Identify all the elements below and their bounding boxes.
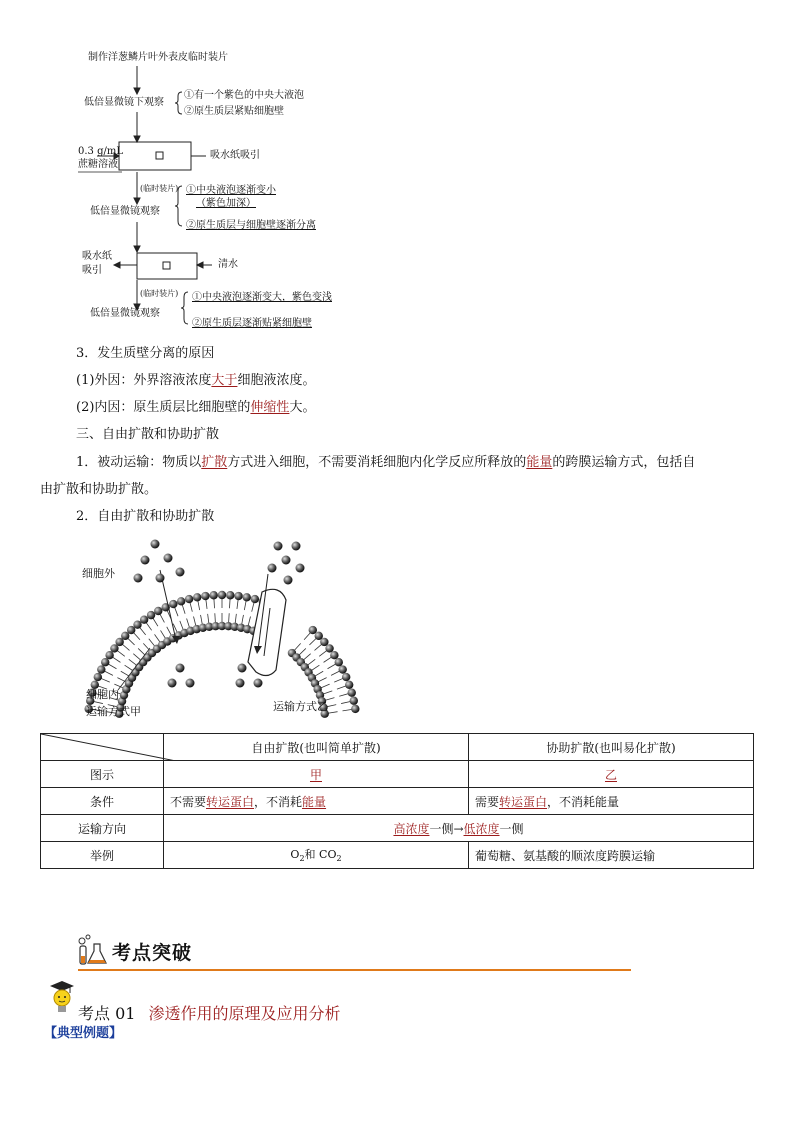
passive-transport-line1 bbox=[76, 453, 695, 473]
lipid-head bbox=[251, 595, 259, 603]
section-rule bbox=[78, 969, 631, 971]
membrane-mode-b-label: 运输方式乙 bbox=[273, 700, 328, 713]
cause-external bbox=[76, 371, 315, 391]
direction-high: 高浓度 bbox=[393, 821, 430, 836]
lipid-head bbox=[140, 616, 148, 624]
key-point-number: 考点 01 bbox=[78, 1004, 136, 1023]
passive-transport-line2: 由扩散和协助扩散。 bbox=[40, 482, 158, 497]
direction-cell bbox=[164, 815, 754, 842]
direction-suffix: 一侧 bbox=[499, 821, 524, 836]
molecule bbox=[156, 574, 165, 583]
flow-temp-mount-1: (临时装片) bbox=[140, 184, 179, 193]
flow-obs2-a2: （紫色加深） bbox=[196, 198, 256, 209]
scholar-bulb-icon bbox=[46, 980, 76, 1016]
molecule bbox=[284, 576, 293, 585]
lipid-head bbox=[154, 607, 162, 615]
molecule bbox=[176, 568, 185, 577]
table-row-label-condition: 条件 bbox=[41, 788, 164, 815]
co2-sub: 2 bbox=[336, 854, 342, 864]
flow-absorb-2-line2: 吸引 bbox=[82, 265, 102, 276]
flow-step-make-slide: 制作洋葱鳞片叶外表皮临时装片 bbox=[88, 52, 228, 63]
flow-obs3-a: ①中央液泡逐渐变大，紫色变浅 bbox=[192, 292, 332, 303]
flow-step-observe-1: 低倍显微镜下观察 bbox=[84, 97, 164, 108]
membrane-mode-a-label: 运输方式甲 bbox=[86, 705, 141, 718]
molecule bbox=[282, 556, 291, 565]
cond-a-prefix: 不需要 bbox=[170, 794, 207, 809]
cond-b-key-protein: 转运蛋白 bbox=[499, 794, 548, 809]
cond-a-key-energy: 能量 bbox=[302, 794, 327, 809]
lipid-head bbox=[226, 591, 234, 599]
lipid-head bbox=[325, 644, 333, 652]
lipid-head bbox=[101, 658, 109, 666]
table-col-facilitated-diffusion: 协助扩散(也叫易化扩散) bbox=[469, 734, 754, 761]
table-row bbox=[41, 815, 754, 842]
cond-a-mid: ，不消耗 bbox=[254, 794, 303, 809]
flow-absorb-1: 吸水纸吸引 bbox=[210, 150, 260, 161]
lipid-head bbox=[350, 697, 358, 705]
flow-absorb-2-line1: 吸水纸 bbox=[82, 251, 112, 262]
table-row bbox=[41, 842, 754, 869]
molecule bbox=[274, 542, 283, 551]
flow-obs1-b: ②原生质层紧贴细胞壁 bbox=[184, 106, 284, 117]
cond-b-prefix: 需要 bbox=[475, 794, 500, 809]
o2-sub: 2 bbox=[299, 854, 305, 864]
typical-example-tag: 【典型例题】 bbox=[44, 1026, 123, 1041]
table-col-simple-diffusion: 自由扩散(也叫简单扩散) bbox=[164, 734, 469, 761]
flow-lines bbox=[0, 0, 794, 340]
table-row bbox=[41, 761, 754, 788]
flow-obs2-a: ①中央液泡逐渐变小 bbox=[186, 185, 276, 196]
membrane-inside-label: 细胞内 bbox=[86, 688, 119, 701]
molecule bbox=[238, 664, 247, 673]
molecule bbox=[141, 556, 150, 565]
lipid-head bbox=[210, 591, 218, 599]
section3-sub2: 2．自由扩散和协助扩散 bbox=[76, 509, 215, 524]
table-row-label-direction: 运输方向 bbox=[41, 815, 164, 842]
lipid-head bbox=[147, 611, 155, 619]
lipid-head bbox=[177, 597, 185, 605]
lipid-head bbox=[169, 600, 177, 608]
cond-b-suffix: ，不消耗能量 bbox=[547, 794, 620, 809]
condition-a bbox=[164, 788, 469, 815]
molecule bbox=[292, 542, 301, 551]
lipid-head bbox=[234, 592, 242, 600]
molecule bbox=[268, 564, 277, 573]
molecule bbox=[186, 679, 195, 688]
table-row bbox=[41, 788, 754, 815]
lipid-head bbox=[339, 665, 347, 673]
cause-external-key: 大于 bbox=[211, 373, 238, 388]
cause-internal-key: 伸缩性 bbox=[250, 400, 290, 415]
corner-diagonal bbox=[41, 734, 176, 761]
lipid-head bbox=[185, 595, 193, 603]
lipid-head bbox=[348, 688, 356, 696]
molecule bbox=[254, 679, 263, 688]
condition-b bbox=[469, 788, 754, 815]
figure-b: 乙 bbox=[604, 767, 617, 782]
cause-external-prefix: (1)外因：外界溶液浓度 bbox=[76, 373, 212, 388]
table-corner-cell bbox=[41, 734, 164, 761]
lipid-head bbox=[94, 673, 102, 681]
lipid-head bbox=[345, 681, 353, 689]
p1-key-energy: 能量 bbox=[526, 455, 553, 470]
key-point-title: 渗透作用的原理及应用分析 bbox=[148, 1004, 341, 1023]
flow-water: 清水 bbox=[218, 259, 238, 270]
lipid-head bbox=[193, 593, 201, 601]
example-b: 葡萄糖、氨基酸的顺浓度跨膜运输 bbox=[469, 842, 754, 869]
table-row-label-example: 举例 bbox=[41, 842, 164, 869]
cond-a-key-protein: 转运蛋白 bbox=[206, 794, 255, 809]
table-row-label-figure: 图示 bbox=[41, 761, 164, 788]
comparison-table bbox=[40, 733, 754, 869]
cause-internal bbox=[76, 398, 315, 418]
direction-low: 低浓度 bbox=[463, 821, 500, 836]
lipid-head bbox=[97, 665, 105, 673]
flow-step-observe-2: 低倍显微镜观察 bbox=[90, 206, 160, 217]
cause-internal-suffix: 大。 bbox=[289, 400, 316, 415]
lipid-head bbox=[201, 592, 209, 600]
molecule bbox=[296, 564, 305, 573]
lipid-head bbox=[105, 651, 113, 659]
lab-flask-icon bbox=[74, 932, 110, 968]
flow-step-observe-3: 低倍显微镜观察 bbox=[90, 308, 160, 319]
causes-heading: 3．发生质壁分离的原因 bbox=[76, 346, 215, 361]
example-a bbox=[164, 842, 469, 869]
molecule bbox=[168, 679, 177, 688]
p1-prefix: 1．被动运输：物质以 bbox=[76, 455, 202, 470]
flow-obs2-b: ②原生质层与细胞壁逐渐分离 bbox=[186, 220, 316, 231]
flow-sucrose-label: 蔗糖溶液 bbox=[78, 159, 118, 170]
lipid-head bbox=[351, 705, 359, 713]
flow-obs1-a: ①有一个紫色的中央大液泡 bbox=[184, 90, 304, 101]
p1-key-diffusion: 扩散 bbox=[201, 455, 228, 470]
section3-title: 三、自由扩散和协助扩散 bbox=[76, 427, 220, 442]
lipid-head bbox=[330, 651, 338, 659]
lipid-head bbox=[218, 591, 226, 599]
lipid-head bbox=[243, 593, 251, 601]
direction-mid: 一侧→ bbox=[429, 821, 464, 836]
lipid-head bbox=[335, 658, 343, 666]
section-title-breakthrough: 考点突破 bbox=[112, 942, 193, 964]
molecule bbox=[134, 574, 143, 583]
lipid-head bbox=[342, 673, 350, 681]
key-point-heading bbox=[78, 1001, 341, 1024]
flow-obs3-b: ②原生质层逐渐贴紧细胞壁 bbox=[192, 318, 312, 329]
flow-temp-mount-2: (临时装片) bbox=[140, 289, 179, 298]
molecule bbox=[151, 540, 160, 549]
cause-internal-prefix: (2)内因：原生质层比细胞壁的 bbox=[76, 400, 251, 415]
figure-a: 甲 bbox=[309, 767, 322, 782]
p1-suffix: 的跨膜运输方式，包括自 bbox=[552, 455, 696, 470]
o2-symbol: O bbox=[290, 848, 300, 862]
cause-external-suffix: 细胞液浓度。 bbox=[237, 373, 316, 388]
flow-sucrose-conc: 0.3 g/mL bbox=[78, 146, 123, 157]
membrane-diagram bbox=[0, 530, 794, 730]
co2-symbol: 和 CO bbox=[304, 848, 337, 862]
lipid-head bbox=[133, 620, 141, 628]
molecule bbox=[236, 679, 245, 688]
p1-mid: 方式进入细胞，不需要消耗细胞内化学反应所释放的 bbox=[227, 455, 527, 470]
table-header-row bbox=[41, 734, 754, 761]
molecule bbox=[164, 554, 173, 563]
molecule bbox=[176, 664, 185, 673]
membrane-outside-label: 细胞外 bbox=[82, 567, 115, 580]
